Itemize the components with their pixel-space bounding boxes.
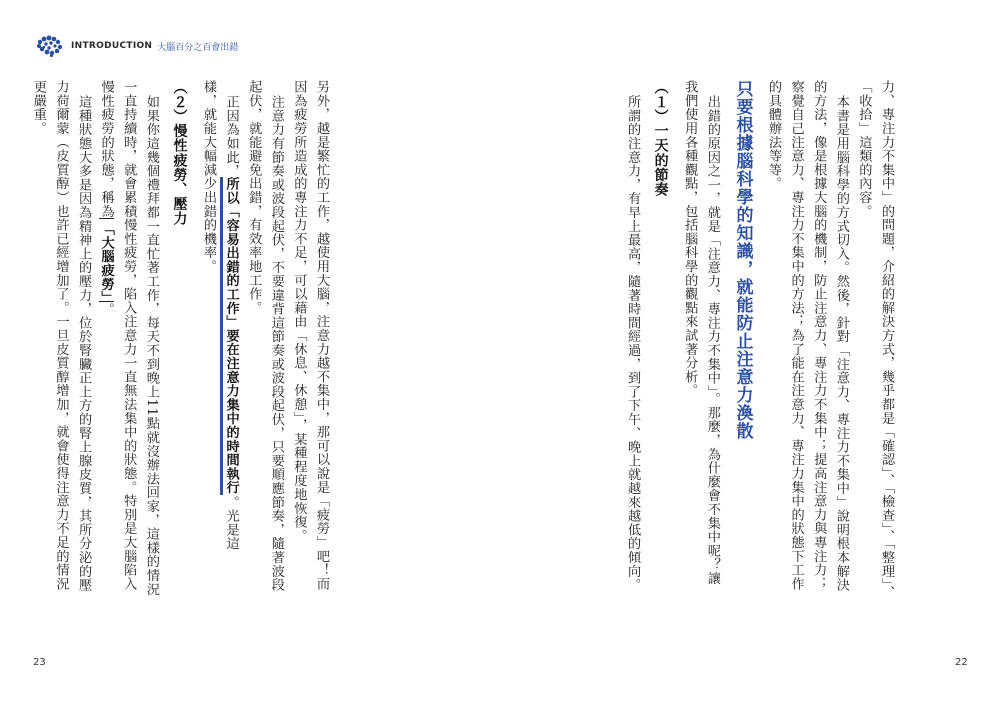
text-line bbox=[219, 80, 242, 650]
text-line: 另外，越是繁忙的工作，越使用大腦，注意力越不集中，那可以說是「疲勞」吧！而 bbox=[314, 80, 329, 591]
text-fragment: 。 bbox=[98, 302, 114, 317]
text-line: 所謂的注意力，有早上最高，隨著時間經過，到了下午、晚上就越來越低的傾向。 bbox=[625, 94, 641, 592]
header-label-zh: 大腦百分之百會出錯 bbox=[157, 42, 239, 53]
text-line: 因為疲勞所造成的專注力不足，可以藉由「休息、休憩」，某種程度地恢復。 bbox=[291, 80, 307, 543]
text-line: 本書是用腦科學的方式切入。然後，針對「注意力、專注力不集中」說明根本解決 bbox=[833, 94, 849, 592]
left-page-body bbox=[26, 80, 332, 650]
boxed-term: 「大腦疲勞」 bbox=[99, 218, 114, 302]
text-line: 如果你這幾個禮拜都一直忙著工作，每天不到晚上11點就沒辦法回家，這樣的情況 bbox=[143, 94, 159, 596]
page-number-right: 22 bbox=[955, 657, 968, 668]
text-line: 注意力有節奏或波段起伏，不要違背這節奏或波段起伏，只要順應節奏，隨著波段 bbox=[268, 94, 284, 592]
page-number-left: 23 bbox=[33, 657, 46, 668]
brain-icon bbox=[35, 34, 65, 58]
text-line: 的具體辦法等等。 bbox=[766, 80, 782, 191]
text-line: 力荷爾蒙（皮質醇）也許已經增加了。一旦皮質醇增加，就會使得注意力不足的情況 bbox=[53, 80, 69, 591]
text-line: 一直持續時，就會累積慢性疲勞，陷入注意力一直無法集中的狀態。特別是大腦陷入 bbox=[121, 80, 137, 591]
text-line: 更嚴重。 bbox=[30, 80, 46, 136]
text-line: 樣，就能大幅減少出錯的機率。 bbox=[201, 80, 217, 274]
text-line: 起伏，就能避免出錯，有效率地工作。 bbox=[246, 80, 262, 315]
text-line: 察覺自己注意力、專注力不集中的方法；為了能在注意力、專注力集中的狀態下工作 bbox=[788, 80, 804, 591]
highlighted-phrase: 所以「容易出錯的工作」要在注意力集中的時間執行 bbox=[220, 177, 239, 494]
text-line: 我們使用各種觀點，包括腦科學的觀點來試著分析。 bbox=[682, 80, 698, 398]
text-line: 力、專注力不集中」的問題，介紹的解決方式，幾乎都是「確認」、「檢查」、「整理」、 bbox=[879, 80, 894, 599]
subheading-rhythm: （１）一天的節奏 bbox=[652, 80, 669, 197]
text-line: 這種狀態大多是因為精神上的壓力，位於腎臟正上方的腎上腺皮質，其所分泌的壓 bbox=[76, 94, 92, 592]
header-label-en: INTRODUCTION bbox=[71, 41, 153, 51]
subheading-fatigue: （２）慢性疲勞、壓力 bbox=[171, 80, 188, 226]
right-page-body bbox=[620, 80, 897, 650]
text-line bbox=[94, 80, 117, 650]
text-fragment: 。光是這 bbox=[223, 494, 239, 550]
text-line: 「收拾」這類的內容。 bbox=[856, 80, 872, 218]
text-fragment: 正因為如此， bbox=[223, 94, 239, 178]
text-line: 出錯的原因之一，就是「注意力、專注力不集中」。那麼，為什麼會不集中呢？讓 bbox=[704, 94, 720, 585]
text-line: 的方法，像是根據大腦的機制，防止注意力、專注力不集中；提高注意力與專注力； bbox=[811, 80, 827, 591]
section-heading: 只要根據腦科學的知識，就能防止注意力渙散 bbox=[732, 80, 753, 440]
running-header bbox=[35, 34, 238, 58]
text-fragment: 慢性疲勞的狀態，稱為 bbox=[98, 80, 114, 218]
